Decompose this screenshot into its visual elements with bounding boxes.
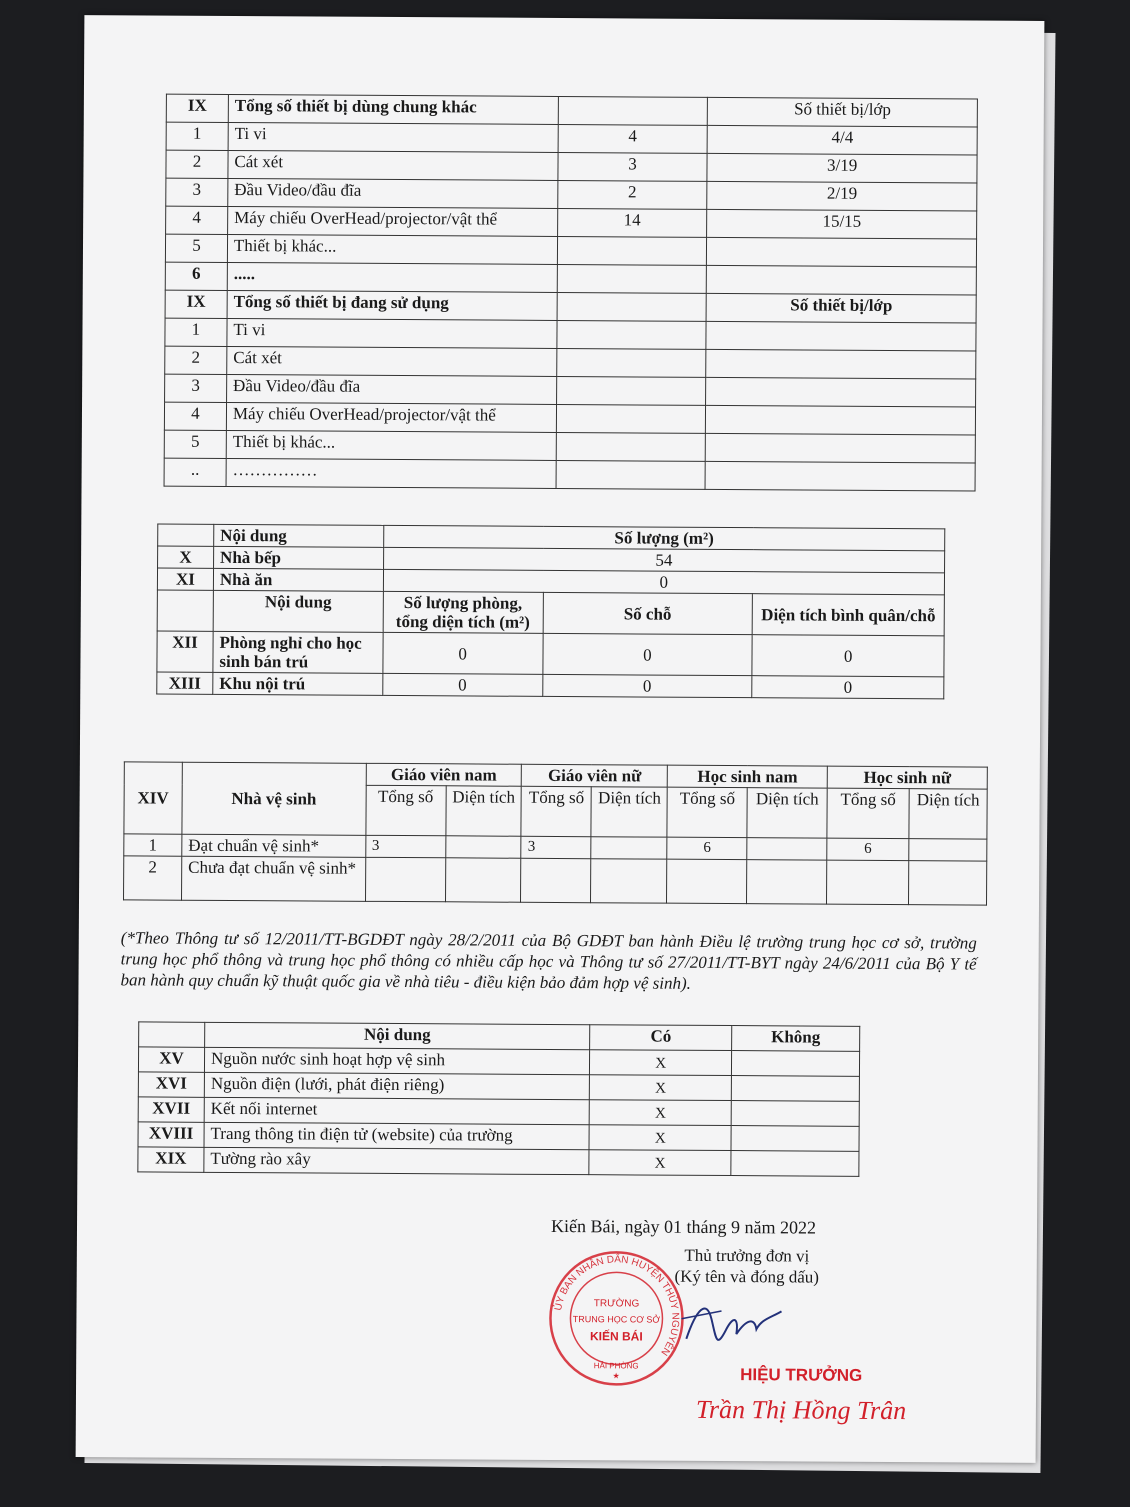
table-row: XIX Tường rào xây X xyxy=(138,1147,859,1176)
signer-instruction: (Ký tên và đóng dấu) xyxy=(674,1266,820,1287)
table-row: Tổng số Diện tích Tổng số Diện tích Tổng số Diện tích Tổng số Diện tích xyxy=(124,784,987,839)
section-code: XIV xyxy=(124,762,182,834)
table-row: 4 Máy chiếu OverHead/projector/vật thể 14 15/15 xyxy=(166,206,977,239)
signer-role: Thủ trưởng đơn vị xyxy=(684,1245,810,1266)
utilities-table xyxy=(137,1021,860,1176)
section-title: Tổng số thiết bị đang sử dụng xyxy=(227,290,557,320)
principal-title: HIỆU TRƯỞNG xyxy=(740,1365,863,1385)
table-row: X Nhà bếp 54 xyxy=(158,546,945,573)
column-header: Học sinh nam xyxy=(668,765,828,788)
table-row: 3 Đầu Video/đầu đĩa 2 2/19 xyxy=(166,178,977,211)
table-row: XIII Khu nội trú 0 0 0 xyxy=(157,672,944,699)
table-row: XII Phòng nghỉ cho học sinh bán trú 0 0 0 xyxy=(157,631,944,677)
table-row: 3 Đầu Video/đầu đĩa xyxy=(165,374,976,407)
equipment-table xyxy=(164,94,978,492)
column-header: Nội dung xyxy=(214,524,384,547)
table-row: 1 Đạt chuẩn vệ sinh* 3 3 6 6 xyxy=(124,834,987,861)
column-header: Số thiết bị/lớp xyxy=(708,97,978,127)
stamp-city: HẢI PHÒNG xyxy=(593,1361,639,1371)
legal-footnote: (*Theo Thông tư số 12/2011/TT-BGDĐT ngày 28/2/2011 của Bộ GDĐT ban hành Điều lệ trường trung học cơ sở, trường trung học phổ thông và trung học phổ thông có nhiều cấp học và Thông tư số 27/2011/TT-BYT ngày 24/6/2011 của Bộ Y tế ban hành quy chuẩn kỹ thuật quốc gia về nhà tiêu - điều kiện bảo đảm hợp vệ sinh). xyxy=(120,928,977,993)
stamp-line3: KIẾN BÁI xyxy=(589,1329,643,1344)
table-row: .. …………… xyxy=(164,458,975,491)
table-row: XV Nguồn nước sinh hoạt hợp vệ sinh X xyxy=(138,1047,859,1076)
table-row: 5 Thiết bị khác... xyxy=(165,234,976,267)
column-header: Học sinh nữ xyxy=(827,766,987,789)
table-row xyxy=(124,762,987,789)
table-row: 5 Thiết bị khác... xyxy=(164,430,975,463)
stamp-line2: TRUNG HỌC CƠ SỞ xyxy=(572,1314,661,1325)
stamp-outer-text: ỦY BAN NHÂN DÂN HUYỆN THỦY NGUYÊN xyxy=(552,1254,681,1358)
document-page xyxy=(76,15,1045,1463)
toilets-table xyxy=(123,761,988,905)
section-title: Tổng số thiết bị dùng chung khác xyxy=(228,94,558,124)
school-stamp xyxy=(546,1248,687,1389)
column-header: Diện tích bình quân/chỗ xyxy=(752,594,944,636)
place-and-date: Kiến Bái, ngày 01 tháng 9 năm 2022 xyxy=(550,1215,817,1238)
column-header: Có xyxy=(590,1025,732,1051)
table-row: XVIII Trang thông tin điện tử (website) của trường X xyxy=(138,1122,859,1151)
column-header: Nội dung xyxy=(213,590,383,632)
column-header: Số chỗ xyxy=(543,592,753,634)
column-header: Nội dung xyxy=(205,1022,591,1049)
column-header: Số thiết bị/lớp xyxy=(706,293,976,323)
table-row: 4 Máy chiếu OverHead/projector/vật thể xyxy=(164,402,975,435)
table-row: 2 Cát xét 3 3/19 xyxy=(166,150,977,183)
column-header: Số lượng phòng, tổng diện tích (m²) xyxy=(383,591,543,633)
table-row xyxy=(157,590,944,636)
handwritten-signature xyxy=(676,1289,786,1360)
section-code: IX xyxy=(165,290,227,318)
facilities-table xyxy=(156,524,945,700)
table-row: 2 Chưa đạt chuẩn vệ sinh* xyxy=(124,856,987,905)
column-header: Giáo viên nam xyxy=(366,763,522,786)
table-row: XVII Kết nối internet X xyxy=(138,1097,859,1126)
principal-name: Trần Thị Hồng Trân xyxy=(695,1394,907,1426)
table-row: XI Nhà ăn 0 xyxy=(157,568,944,595)
table-row: 1 Ti vi 4 4/4 xyxy=(166,122,977,155)
stamp-star-icon: ★ xyxy=(612,1371,620,1381)
column-header: Số lượng (m²) xyxy=(383,525,944,550)
section-code: IX xyxy=(166,94,228,122)
column-header: Giáo viên nữ xyxy=(522,764,668,787)
stamp-line1: TRƯỜNG xyxy=(593,1298,640,1310)
table-row: 1 Ti vi xyxy=(165,318,976,351)
section-title: Nhà vệ sinh xyxy=(182,762,366,835)
table-row: 2 Cát xét xyxy=(165,346,976,379)
table-row: 6 ..... xyxy=(165,262,976,295)
column-header: Không xyxy=(732,1026,860,1052)
table-row: XVI Nguồn điện (lưới, phát điện riêng) X xyxy=(138,1072,859,1101)
